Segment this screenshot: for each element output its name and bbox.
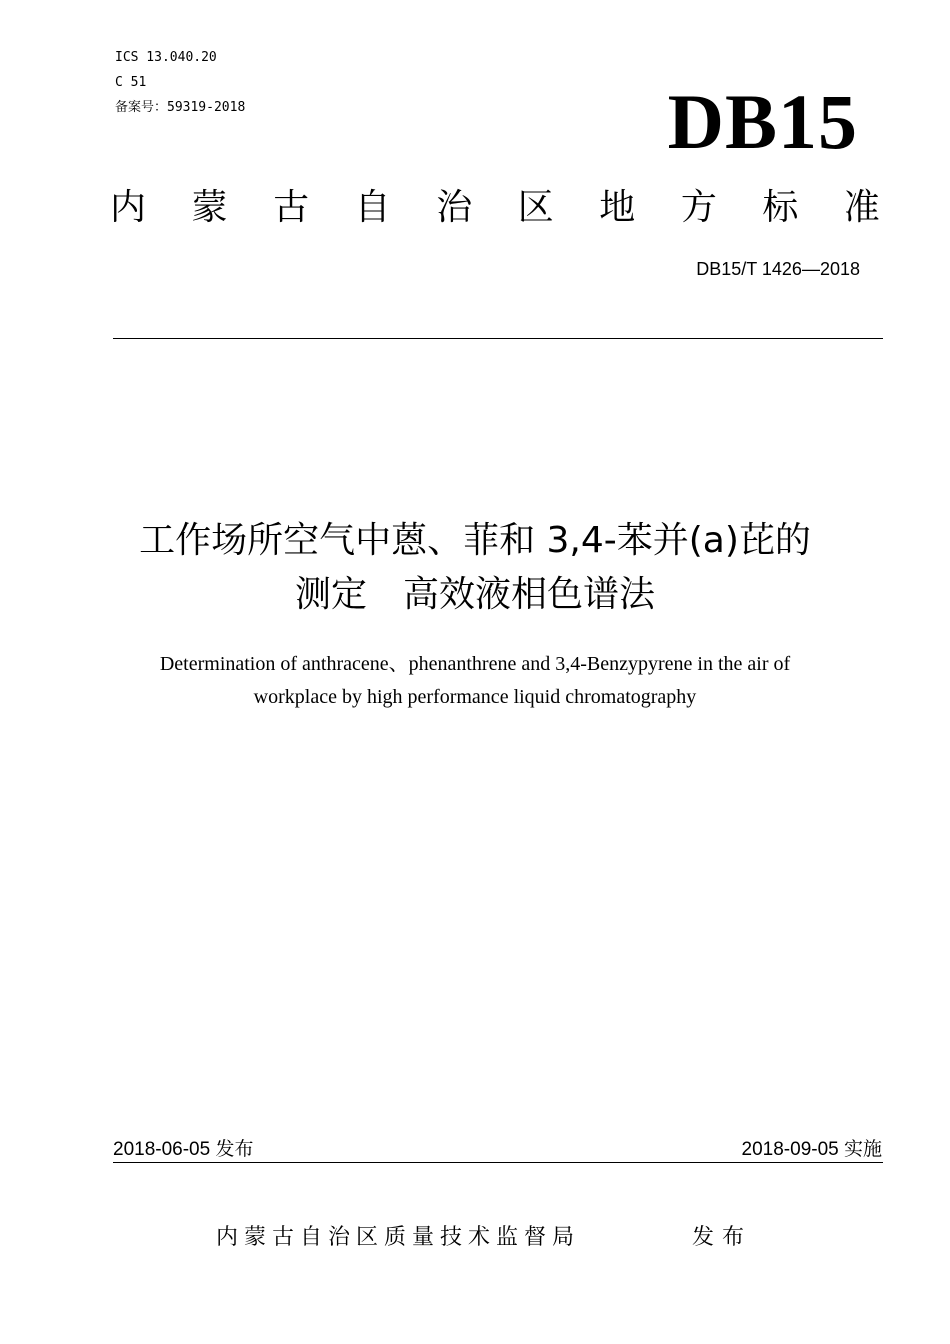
standard-type-char: 区 bbox=[517, 187, 554, 228]
english-title-line-1: Determination of anthracene、phenanthrene and 3,4-Benzypyrene in the air of bbox=[159, 653, 791, 675]
standard-type-char: 蒙 bbox=[191, 187, 228, 228]
filing-number: 备案号：59319-2018 bbox=[115, 100, 246, 115]
standard-number: DB15/T 1426—2018 bbox=[696, 259, 860, 279]
top-divider bbox=[113, 338, 883, 339]
standard-type-char: 标 bbox=[762, 187, 799, 228]
bottom-divider bbox=[113, 1162, 883, 1163]
chinese-title-line-1: 工作场所空气中蒽、菲和 3,4-苯并(a)芘的 bbox=[139, 520, 811, 561]
issue-date: 2018-06-05 发布 bbox=[113, 1139, 254, 1160]
db15-logo: DB15 bbox=[667, 78, 858, 165]
standard-type-char: 自 bbox=[354, 187, 391, 228]
classification-code: C 51 bbox=[115, 75, 147, 90]
standard-type-char: 准 bbox=[843, 187, 880, 228]
publish-word: 发布 bbox=[692, 1225, 753, 1250]
standard-type-heading bbox=[110, 186, 880, 230]
chinese-title-line-2: 测定 高效液相色谱法 bbox=[294, 574, 655, 615]
standard-type-char: 内 bbox=[110, 187, 147, 228]
ics-code: ICS 13.040.20 bbox=[115, 50, 217, 65]
standard-type-char: 方 bbox=[680, 187, 717, 228]
implementation-date: 2018-09-05 实施 bbox=[741, 1139, 882, 1160]
english-title-line-2: workplace by high performance liquid chromatography bbox=[253, 686, 697, 708]
standard-type-char: 古 bbox=[273, 187, 310, 228]
publisher-name: 内蒙古自治区质量技术监督局 bbox=[216, 1225, 581, 1250]
standard-type-char: 治 bbox=[436, 187, 473, 228]
standard-type-char: 地 bbox=[599, 187, 636, 228]
